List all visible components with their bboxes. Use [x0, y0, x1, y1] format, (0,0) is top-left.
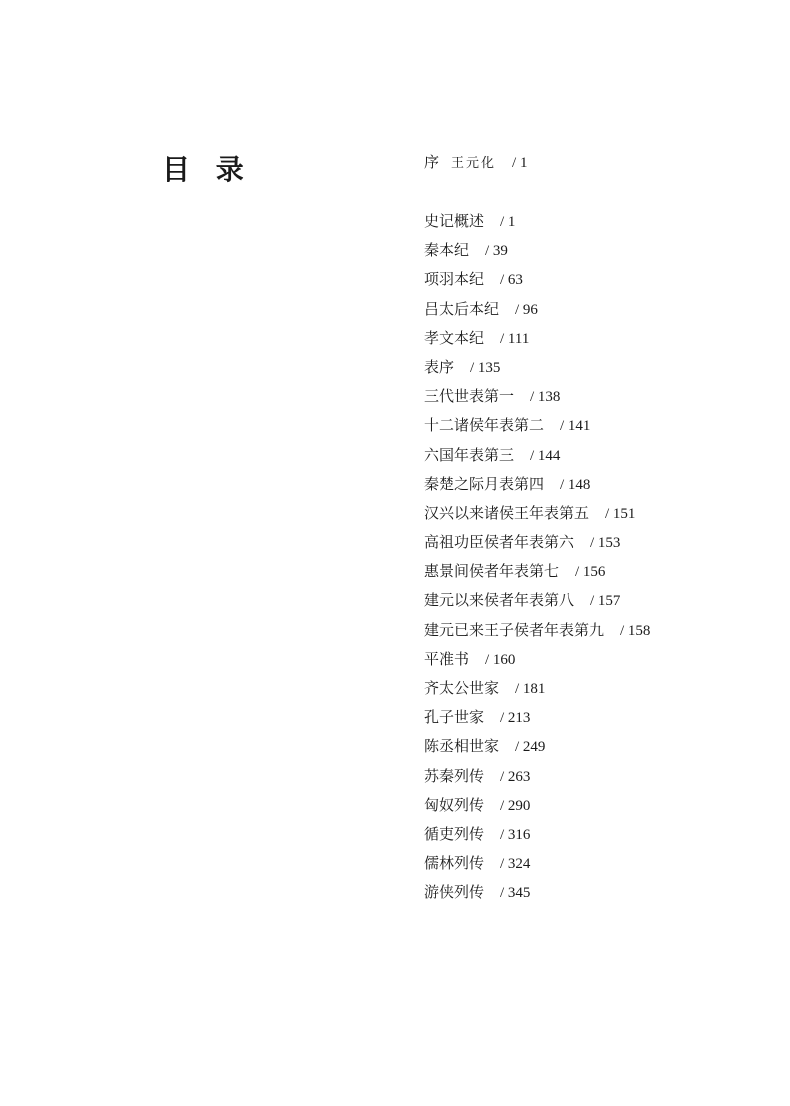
toc-entry-page: / 135 [470, 359, 501, 376]
toc-entry-title: 齐太公世家 [424, 679, 500, 697]
toc-entry[interactable] [424, 382, 650, 411]
toc-entry-title: 匈奴列传 [424, 795, 485, 814]
toc-entry-title: 建元以来侯者年表第八 [424, 591, 575, 610]
toc-entry-page: / 263 [500, 768, 531, 785]
toc-entry-title: 儒林列传 [424, 854, 485, 873]
toc-entry-title: 表序 [424, 357, 455, 376]
toc-entry-page: / 1 [500, 214, 516, 230]
toc-entry-page: / 153 [590, 535, 621, 552]
toc-entry-title: 孔子世家 [424, 708, 485, 727]
toc-entry[interactable] [424, 265, 650, 294]
toc-entry-title: 游侠列传 [424, 883, 485, 902]
toc-entry-page: / 151 [605, 505, 636, 522]
toc-entry-title: 高祖功臣侯者年表第六 [424, 533, 575, 552]
toc-entry[interactable] [424, 499, 650, 528]
toc-entry-title: 六国年表第三 [424, 445, 515, 464]
toc-entry-title: 史记概述 [424, 212, 485, 230]
toc-entry[interactable] [424, 586, 650, 615]
toc-entry-page: / 63 [500, 272, 523, 289]
toc-entry[interactable] [424, 849, 650, 878]
toc-entry-page: / 156 [575, 564, 606, 581]
preface-label: 序 [424, 153, 440, 171]
toc-entry-page: / 345 [500, 885, 531, 902]
toc-entry[interactable] [424, 878, 650, 907]
toc-entry-page: / 111 [500, 330, 530, 347]
toc-entry-page: / 96 [515, 301, 538, 318]
toc-entry[interactable] [424, 207, 650, 236]
toc-entry-title: 项羽本纪 [424, 270, 485, 289]
toc-entry[interactable] [424, 791, 650, 820]
toc-entry-page: / 324 [500, 856, 531, 873]
toc-entry-title: 建元已来王子侯者年表第九 [424, 620, 605, 639]
toc-entry[interactable] [424, 324, 650, 353]
toc-entry[interactable] [424, 703, 650, 732]
toc-entry[interactable] [424, 295, 650, 324]
toc-entry[interactable] [424, 674, 650, 703]
toc-list [424, 207, 650, 908]
toc-entry-title: 苏秦列传 [424, 766, 485, 785]
toc-entry-page: / 181 [515, 681, 546, 697]
toc-preface[interactable] [424, 150, 527, 176]
toc-entry[interactable] [424, 645, 650, 674]
toc-entry[interactable] [424, 762, 650, 791]
toc-entry[interactable] [424, 353, 650, 382]
toc-entry-title: 秦楚之际月表第四 [424, 474, 545, 493]
toc-entry-page: / 157 [590, 593, 621, 610]
toc-entry-title: 平准书 [424, 649, 470, 668]
toc-entry[interactable] [424, 732, 650, 761]
toc-entry[interactable] [424, 411, 650, 440]
toc-entry-title: 汉兴以来诸侯王年表第五 [424, 503, 590, 522]
toc-entry-title: 吕太后本纪 [424, 299, 500, 318]
toc-entry-page: / 39 [485, 243, 508, 260]
toc-entry[interactable] [424, 557, 650, 586]
toc-entry-page: / 290 [500, 797, 531, 814]
toc-entry-page: / 144 [530, 447, 561, 464]
page-title: 目 录 [162, 153, 252, 186]
toc-entry-title: 十二诸侯年表第二 [424, 416, 545, 435]
toc-entry-title: 循吏列传 [424, 824, 485, 843]
toc-entry-title: 陈丞相世家 [424, 737, 500, 756]
toc-entry-page: / 160 [485, 651, 516, 668]
toc-entry[interactable] [424, 528, 650, 557]
toc-entry-page: / 148 [560, 476, 591, 493]
toc-entry-title: 惠景间侯者年表第七 [424, 562, 560, 581]
preface-page: / 1 [512, 155, 528, 171]
toc-entry-title: 秦本纪 [424, 241, 470, 260]
preface-author: 王元化 [451, 156, 497, 171]
toc-entry-title: 三代世表第一 [424, 387, 515, 406]
toc-entry-page: / 138 [530, 389, 561, 406]
toc-entry[interactable] [424, 236, 650, 265]
toc-entry[interactable] [424, 820, 650, 849]
toc-entry[interactable] [424, 470, 650, 499]
toc-entry-title: 孝文本纪 [424, 328, 485, 347]
toc-entry-page: / 141 [560, 418, 591, 435]
toc-entry-page: / 316 [500, 826, 531, 843]
toc-entry-page: / 158 [620, 622, 651, 639]
toc-entry-page: / 213 [500, 710, 531, 727]
toc-entry-page: / 249 [515, 739, 546, 756]
toc-entry[interactable] [424, 441, 650, 470]
toc-entry[interactable] [424, 616, 650, 645]
